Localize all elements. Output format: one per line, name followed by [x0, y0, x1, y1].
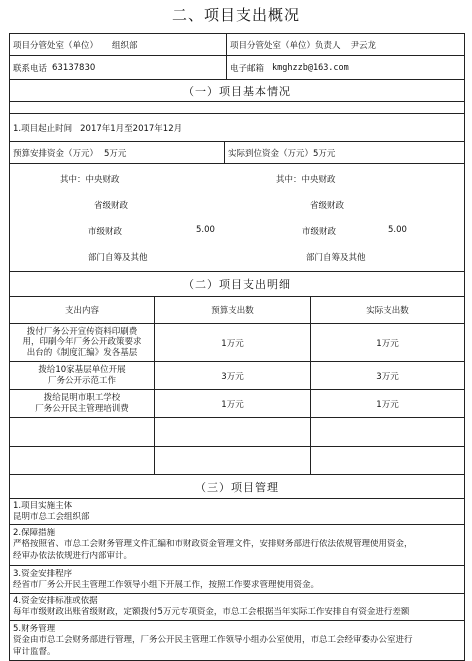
period-row: [10, 114, 464, 142]
owner-label: 项目分管处室（单位）负责人: [230, 40, 341, 51]
mgmt-finance-body-2: 审计监督。: [13, 647, 56, 657]
row1-content: [10, 324, 154, 361]
owner-value: 尹云龙: [350, 40, 377, 51]
row3-budget: 1万元: [154, 390, 310, 417]
mgmt-subject-heading: 1.项目实施主体: [13, 501, 73, 511]
mgmt-item-standard: [10, 594, 464, 621]
right-other-label: 部门自筹及其他: [306, 253, 366, 263]
col-content-header: 支出内容: [64, 306, 99, 316]
col-budget-header: 预算支出数: [154, 297, 310, 323]
detail-header-row: [10, 297, 464, 324]
unit-label: 项目分管处室（单位）: [13, 40, 99, 51]
left-city-label: 市级财政: [88, 227, 123, 237]
row2-actual: 3万元: [310, 362, 464, 389]
row2-content: [10, 362, 154, 389]
mgmt-subject-body: 昆明市总工会组织部: [13, 512, 90, 522]
funding-breakdown: [10, 164, 464, 272]
unit-row: [10, 34, 464, 56]
col-actual-header: 实际支出数: [310, 297, 464, 323]
period-value: 2017年1月至2017年12月: [80, 123, 183, 134]
period-label: 1.项目起止时间: [13, 123, 73, 134]
left-central-label: 其中：中央财政: [60, 175, 120, 185]
spacer-row: [10, 102, 464, 114]
mgmt-measures-heading: 2.保障措施: [13, 528, 56, 538]
actual-label: 实际到位资金（万元）: [228, 148, 314, 159]
left-city-value: 5.00: [196, 225, 215, 235]
row1-content-line2: 用，印刷今年厂务公开政策要求: [22, 337, 142, 348]
email-label: 电子邮箱: [230, 63, 265, 74]
right-city-label: 市级财政: [302, 227, 337, 237]
email-value: kmghzzb@163.com: [272, 62, 349, 73]
table-row: [10, 447, 464, 475]
table-row: [10, 390, 464, 418]
unit-value: 组织部: [112, 40, 138, 51]
row4-actual: [310, 418, 464, 446]
budget-label: 预算安排资金（万元）: [13, 148, 99, 159]
row2-budget: 3万元: [154, 362, 310, 389]
project-expenditure-table: [9, 33, 465, 661]
row1-budget: 1万元: [154, 324, 310, 361]
row4-budget: [154, 418, 310, 446]
table-row: [10, 362, 464, 390]
mgmt-standard-heading: 4.资金安排标准或依据: [13, 596, 98, 606]
row4-content: [10, 418, 154, 446]
right-province-label: 省级财政: [310, 201, 345, 211]
mgmt-item-procedure: [10, 566, 464, 594]
mgmt-measures-body-1: 严格按照省、市总工会财务管理文件汇编和市财政资金管理文件，安排财务部进行依法依规管理使用资金，: [13, 539, 413, 549]
row5-content: [10, 447, 154, 474]
row1-content-line1: 拨付厂务公开宣传资料印刷费: [26, 326, 138, 337]
row3-actual: 1万元: [310, 390, 464, 417]
phone-value: 63137830: [52, 62, 96, 73]
row1-actual: 1万元: [310, 324, 464, 361]
left-other-label: 部门自筹及其他: [88, 253, 148, 263]
phone-label: 联系电话: [13, 63, 48, 74]
table-row: [10, 324, 464, 362]
row2-content-line1: 拨给10家基层单位开展: [38, 365, 126, 375]
mgmt-procedure-heading: 3.资金安排程序: [13, 569, 73, 579]
actual-value: 5万元: [313, 148, 336, 159]
mgmt-procedure-body: 经省市厂务公开民主管理工作领导小组下开展工作，按照工作要求管理使用资金。: [13, 580, 320, 590]
page-title: 二、项目支出概况: [171, 6, 300, 24]
email-cell: [226, 56, 464, 79]
section3-title: （三）项目管理: [10, 475, 464, 499]
budget-value: 5万元: [104, 148, 127, 159]
left-province-label: 省级财政: [94, 201, 129, 211]
unit-cell: [10, 34, 226, 55]
row5-actual: [310, 447, 464, 474]
actual-cell: [224, 142, 464, 163]
mgmt-item-finance: [10, 621, 464, 661]
row3-content-line2: 厂务公开民主管理培训费: [35, 403, 129, 414]
table-row: [10, 418, 464, 447]
row1-content-line3: 出台的《制度汇编》发各基层: [26, 347, 138, 358]
mgmt-finance-heading: 5.财务管理: [13, 624, 56, 634]
contact-row: [10, 56, 464, 80]
section1-title: （一）项目基本情况: [10, 80, 464, 102]
row3-content-line1: 拨给昆明市职工学校: [43, 393, 121, 403]
row5-budget: [154, 447, 310, 474]
right-city-value: 5.00: [388, 225, 407, 235]
budget-row: [10, 142, 464, 164]
mgmt-standard-body: 每年市级财政出账省级财政，定额拨付5万元专项资金，市总工会根据当年实际工作安排自有资金进行差额: [13, 607, 410, 617]
owner-cell: [226, 34, 464, 55]
budget-cell: [10, 142, 224, 163]
mgmt-item-measures: [10, 525, 464, 566]
mgmt-item-subject: [10, 499, 464, 525]
right-central-label: 其中：中央财政: [276, 175, 336, 185]
mgmt-finance-body-1: 资金由市总工会财务部进行管理，厂务公开民主管理工作领导小组办公室使用，市总工会经审委办公室进行: [13, 635, 413, 645]
mgmt-measures-body-2: 经审办依法依规进行内部审计。: [13, 551, 133, 561]
row3-content: [10, 390, 154, 417]
row2-content-line2: 厂务公开示范工作: [47, 375, 116, 386]
section2-title: （二）项目支出明细: [10, 272, 464, 297]
phone-cell: [10, 56, 226, 79]
